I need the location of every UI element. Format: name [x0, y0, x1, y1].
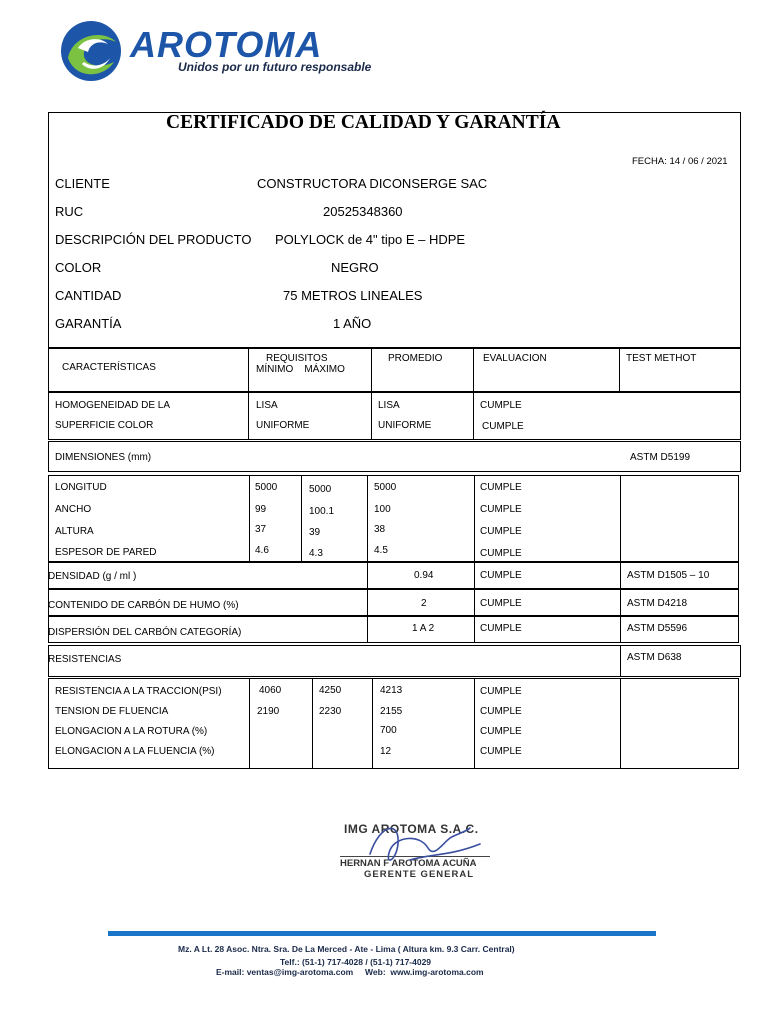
footer-divider: [108, 931, 656, 936]
logo-wordmark: AROTOMA: [130, 24, 323, 65]
logo-swirl-icon: [58, 18, 128, 84]
divider: [620, 616, 621, 643]
divider: [372, 678, 373, 769]
dim-max: 4.3: [309, 548, 323, 559]
field-value-garantia: 1 AÑO: [333, 316, 372, 331]
logo-tagline: Unidos por un futuro responsable: [178, 60, 372, 74]
dim-max: 39: [309, 527, 321, 538]
field-label-descripcion: DESCRIPCIÓN DEL PRODUCTO: [55, 232, 252, 247]
homog-label-1: HOMOGENEIDAD DE LA: [55, 400, 171, 411]
homog-prom-1: LISA: [378, 400, 400, 411]
res-max: 4250: [319, 685, 342, 696]
dim-name: ALTURA: [55, 526, 94, 537]
field-value-cantidad: 75 METROS LINEALES: [283, 288, 423, 303]
densidad-test: ASTM D1505 – 10: [627, 570, 710, 581]
footer-phone: Telf.: (51-1) 717-4028 / (51-1) 717-4029: [280, 957, 432, 967]
res-ev: CUMPLE: [480, 726, 522, 737]
homog-prom-2: UNIFORME: [378, 420, 432, 431]
divider: [248, 348, 249, 392]
res-ev: CUMPLE: [480, 686, 522, 697]
dim-ev: CUMPLE: [480, 504, 522, 515]
field-label-cantidad: CANTIDAD: [55, 288, 122, 303]
dim-ev: CUMPLE: [480, 482, 522, 493]
field-label-color: COLOR: [55, 260, 102, 275]
field-value-color: NEGRO: [331, 260, 379, 275]
carbon-ev: CUMPLE: [480, 598, 522, 609]
res-min: 4060: [259, 685, 282, 696]
divider: [371, 392, 372, 440]
divider: [249, 678, 250, 769]
divider: [620, 589, 621, 616]
header-caracteristicas: CARACTERÍSTICAS: [62, 362, 156, 373]
fecha: FECHA: 14 / 06 / 2021: [632, 156, 728, 167]
homog-label-2: SUPERFICIE COLOR: [55, 420, 154, 431]
res-name: ELONGACION A LA ROTURA (%): [55, 726, 208, 737]
company-logo: [58, 18, 372, 84]
divider: [620, 475, 621, 562]
homog-req-2: UNIFORME: [256, 420, 310, 431]
res-ev: CUMPLE: [480, 746, 522, 757]
res-name: TENSION DE FLUENCIA: [55, 706, 169, 717]
divider: [473, 348, 474, 392]
carbon-label: CONTENIDO DE CARBÓN DE HUMO (%): [48, 600, 239, 611]
signature-stamp: [330, 814, 510, 884]
certificate-header-box: [48, 112, 741, 348]
divider: [367, 589, 368, 616]
resistencias-label: RESISTENCIAS: [48, 654, 122, 665]
dispersion-label: DISPERSIÓN DEL CARBÓN CATEGORÍA): [48, 627, 242, 638]
dim-max: 100.1: [309, 506, 335, 517]
stamp-role: GERENTE GENERAL: [364, 869, 475, 880]
divider: [474, 616, 475, 643]
divider: [248, 392, 249, 440]
dim-prom: 38: [374, 524, 386, 535]
handwritten-signature-icon: [350, 814, 500, 880]
res-prom: 4213: [380, 685, 403, 696]
divider: [249, 475, 250, 562]
divider: [474, 589, 475, 616]
dim-name: ANCHO: [55, 504, 92, 515]
dispersion-prom: 1 A 2: [412, 623, 435, 634]
dim-prom: 5000: [374, 482, 397, 493]
header-min-max: MÍNIMO MÁXIMO: [256, 364, 345, 375]
footer-address: Mz. A Lt. 28 Asoc. Ntra. Sra. De La Merced - Ate - Lima ( Altura km. 9.3 Carr. Central): [178, 944, 515, 954]
dim-ev: CUMPLE: [480, 548, 522, 559]
dim-ev: CUMPLE: [480, 526, 522, 537]
certificate-title: CERTIFICADO DE CALIDAD Y GARANTÍA: [166, 112, 561, 133]
dim-name: ESPESOR DE PARED: [55, 547, 157, 558]
divider: [473, 392, 474, 440]
resistencias-test: ASTM D638: [627, 652, 682, 663]
dim-min: 4.6: [255, 545, 269, 556]
res-prom: 700: [380, 725, 397, 736]
divider: [312, 678, 313, 769]
homog-req-1: LISA: [256, 400, 278, 411]
homog-ev-1: CUMPLE: [480, 400, 522, 411]
divider: [619, 348, 620, 392]
dimensiones-test: ASTM D5199: [630, 452, 691, 463]
header-requisitos: REQUISITOS: [266, 353, 328, 364]
divider: [474, 562, 475, 589]
divider: [367, 475, 368, 562]
header-evaluacion: EVALUACION: [483, 353, 547, 364]
field-label-cliente: CLIENTE: [55, 176, 110, 191]
dim-min: 37: [255, 524, 267, 535]
homog-ev-2: CUMPLE: [482, 421, 524, 432]
divider: [367, 616, 368, 643]
dispersion-test: ASTM D5596: [627, 623, 688, 634]
header-promedio: PROMEDIO: [388, 353, 443, 364]
res-name: RESISTENCIA A LA TRACCION(PSI): [55, 686, 222, 697]
densidad-prom: 0.94: [414, 570, 434, 581]
res-name: ELONGACION A LA FLUENCIA (%): [55, 746, 215, 757]
divider: [620, 562, 621, 589]
dim-prom: 100: [374, 504, 391, 515]
footer-contact: E-mail: ventas@img-arotoma.com Web: www.img-arotoma.com: [216, 967, 484, 977]
densidad-label: DENSIDAD (g / ml ): [48, 571, 137, 582]
res-min: 2190: [257, 706, 280, 717]
res-prom: 2155: [380, 706, 403, 717]
field-label-ruc: RUC: [55, 204, 84, 219]
divider: [301, 475, 302, 562]
dimensiones-label: DIMENSIONES (mm): [55, 452, 152, 463]
divider: [367, 562, 368, 589]
dispersion-ev: CUMPLE: [480, 623, 522, 634]
header-test-method: TEST METHOT: [626, 353, 697, 364]
densidad-ev: CUMPLE: [480, 570, 522, 581]
divider: [620, 678, 621, 769]
stamp-company: IMG AROTOMA S.A.C.: [344, 822, 479, 836]
divider: [474, 475, 475, 562]
field-value-descripcion: POLYLOCK de 4" tipo E – HDPE: [275, 232, 466, 247]
stamp-name: HERNAN F AROTOMA ACUÑA: [340, 858, 477, 869]
field-value-ruc: 20525348360: [323, 204, 403, 219]
field-label-garantia: GARANTÍA: [55, 316, 122, 331]
dim-prom: 4.5: [374, 545, 388, 556]
dim-min: 99: [255, 504, 267, 515]
dim-min: 5000: [255, 482, 278, 493]
res-prom: 12: [380, 746, 392, 757]
divider: [371, 348, 372, 392]
dim-max: 5000: [309, 484, 332, 495]
dim-name: LONGITUD: [55, 482, 107, 493]
res-ev: CUMPLE: [480, 706, 522, 717]
divider: [620, 645, 621, 677]
field-value-cliente: CONSTRUCTORA DICONSERGE SAC: [257, 176, 488, 191]
res-max: 2230: [319, 706, 342, 717]
divider: [474, 678, 475, 769]
carbon-prom: 2: [421, 598, 427, 609]
carbon-test: ASTM D4218: [627, 598, 688, 609]
